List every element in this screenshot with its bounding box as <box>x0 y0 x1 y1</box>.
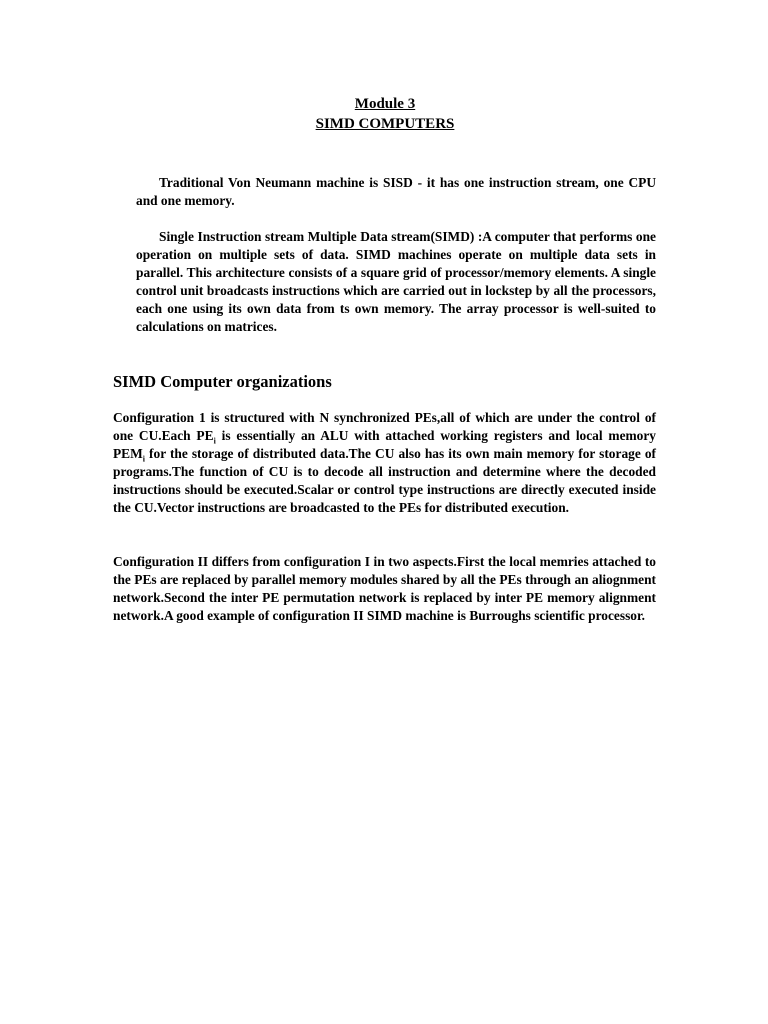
module-label: Module 3 <box>354 96 416 112</box>
config1-text-part2: is essentially an ALU with attached working registers and local memory PEM <box>113 428 657 461</box>
configuration-2-paragraph: Configuration II differs from configuration I in two aspects.First the local memries attached to the PEs are replaced by parallel memory modules shared by all the PEs through an aliognment network.Second the inter PE permutation network is replaced by inter PE memory alignment network.A good example of configuration II SIMD machine is Burroughs scientific processor. <box>113 554 656 623</box>
config1-text-part1: Configuration 1 is structured with N synchronized PEs,all of which are under the control of one CU.Each PE <box>113 410 656 443</box>
subscript-i: i <box>213 436 216 446</box>
page-title: SIMD COMPUTERS <box>315 116 455 132</box>
intro-paragraph-sisd: Traditional Von Neumann machine is SISD - it has one instruction stream, one CPU and one memory. <box>136 175 656 208</box>
section-heading: SIMD Computer organizations <box>113 372 332 391</box>
configuration-1-paragraph <box>113 409 656 517</box>
title-block <box>0 94 768 134</box>
config1-text-part3: for the storage of distributed data.The CU also has its own main memory for storage of programs.The function of CU is to decode all instruction and determine where the decoded instructions should be executed.Scalar or control type instructions are directly executed inside the CU.Vector instructions are broadcasted to the PEs for distributed execution. <box>113 446 656 515</box>
intro-paragraph-simd: Single Instruction stream Multiple Data stream(SIMD) :A computer that performs one operation on multiple sets of data. SIMD machines operate on multiple data sets in parallel. This architecture consists of a square grid of processor/memory elements. A single control unit broadcasts instructions which are carried out in lockstep by all the processors, each one using its own data from ts own memory. The array processor is well-suited to calculations on matrices. <box>136 229 656 334</box>
subscript-i: i <box>142 454 145 464</box>
